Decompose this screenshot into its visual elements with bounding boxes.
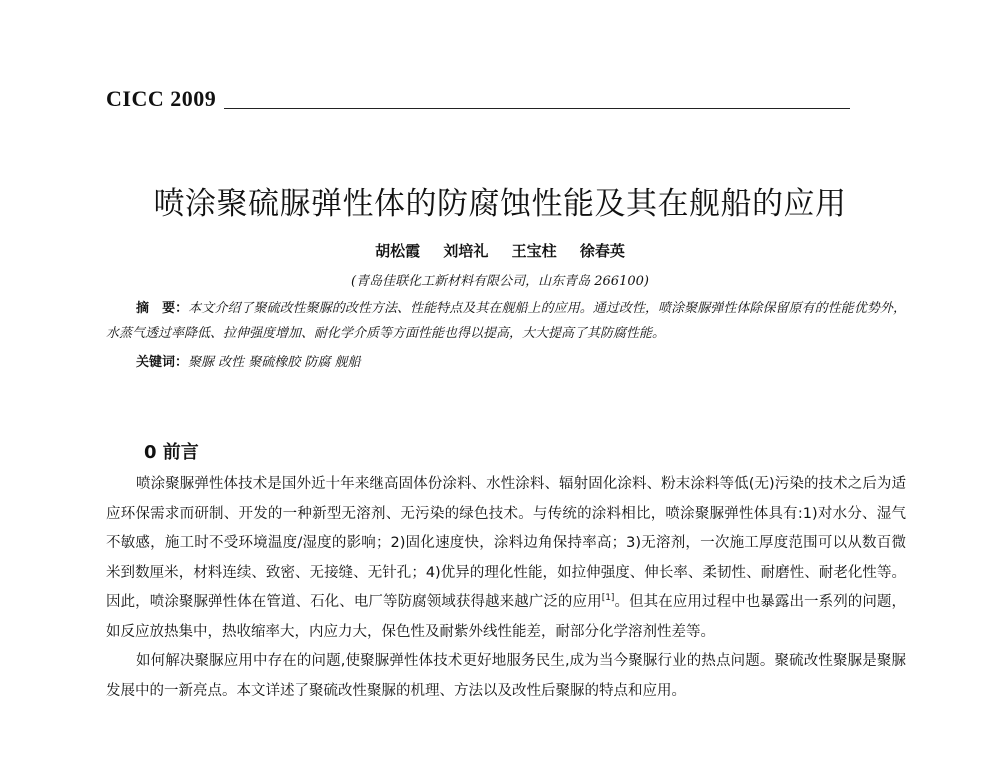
keywords-text: 聚脲 改性 聚硫橡胶 防腐 舰船 bbox=[188, 355, 361, 370]
abstract bbox=[106, 296, 906, 346]
paragraph bbox=[106, 470, 906, 647]
abstract-label: 摘 要： bbox=[136, 301, 189, 316]
keywords-label: 关键词： bbox=[136, 355, 189, 370]
citation-ref: [1] bbox=[601, 593, 615, 604]
keywords bbox=[136, 351, 361, 370]
author-name: 徐春英 bbox=[579, 242, 625, 260]
author-name: 胡松霞 bbox=[375, 242, 421, 260]
author-name: 刘培礼 bbox=[443, 242, 489, 260]
paper-title: 喷涂聚硫脲弹性体的防腐蚀性能及其在舰船的应用 bbox=[153, 186, 847, 222]
paragraph: 如何解决聚脲应用中存在的问题,使聚脲弹性体技术更好地服务民生,成为当今聚脲行业的热点问题。聚硫改性聚脲是聚脲发展中的一新亮点。本文详述了聚硫改性聚脲的机理、方法以及改性后聚脲的特点和应用。 bbox=[106, 653, 906, 699]
body-text bbox=[106, 470, 906, 706]
affiliation: (青岛佳联化工新材料有限公司，山东青岛 266100) bbox=[351, 274, 649, 289]
paragraph-text: 喷涂聚脲弹性体技术是国外近十年来继高固体份涂料、水性涂料、辐射固化涂料、粉末涂料等低(无)污染的技术之后为适应环保需求而研制、开发的一种新型无溶剂、无污染的绿色技术。与传统的涂料相比，喷涂聚脲弹性体具有:1)对水分、湿气不敏感，施工时不受环境温度/湿度的影响；2)固化速度快，涂料边角保持率高；3)无溶剂，一次施工厚度范围可以从数百微米到数厘米，材料连续、致密、无接缝、无针孔；4)优异的理化性能，如拉伸强度、伸长率、柔韧性、耐磨性、耐老化性等。因此，喷涂聚脲弹性体在管道、石化、电厂等防腐领域获得越来越广泛的应用 bbox=[106, 476, 906, 610]
running-header bbox=[106, 86, 850, 116]
header-rule bbox=[224, 108, 850, 109]
abstract-text: 本文介绍了聚硫改性聚脲的改性方法、性能特点及其在舰船上的应用。通过改性，喷涂聚脲弹性体除保留原有的性能优势外，水蒸气透过率降低、拉伸强度增加、耐化学介质等方面性能也得以提高，大大提高了其防腐性能。 bbox=[106, 301, 906, 341]
conference-name: CICC 2009 bbox=[106, 86, 217, 111]
section-heading: 0 前言 bbox=[144, 442, 199, 463]
author-name: 王宝柱 bbox=[511, 242, 557, 260]
author-list bbox=[0, 240, 1000, 261]
paragraph-text: 。但其在应用过程中也暴露出一系列的问题，如反应放热集中，热收缩率大，内应力大，保色性及耐紫外线性能差，耐部分化学溶剂性差等。 bbox=[106, 594, 907, 640]
